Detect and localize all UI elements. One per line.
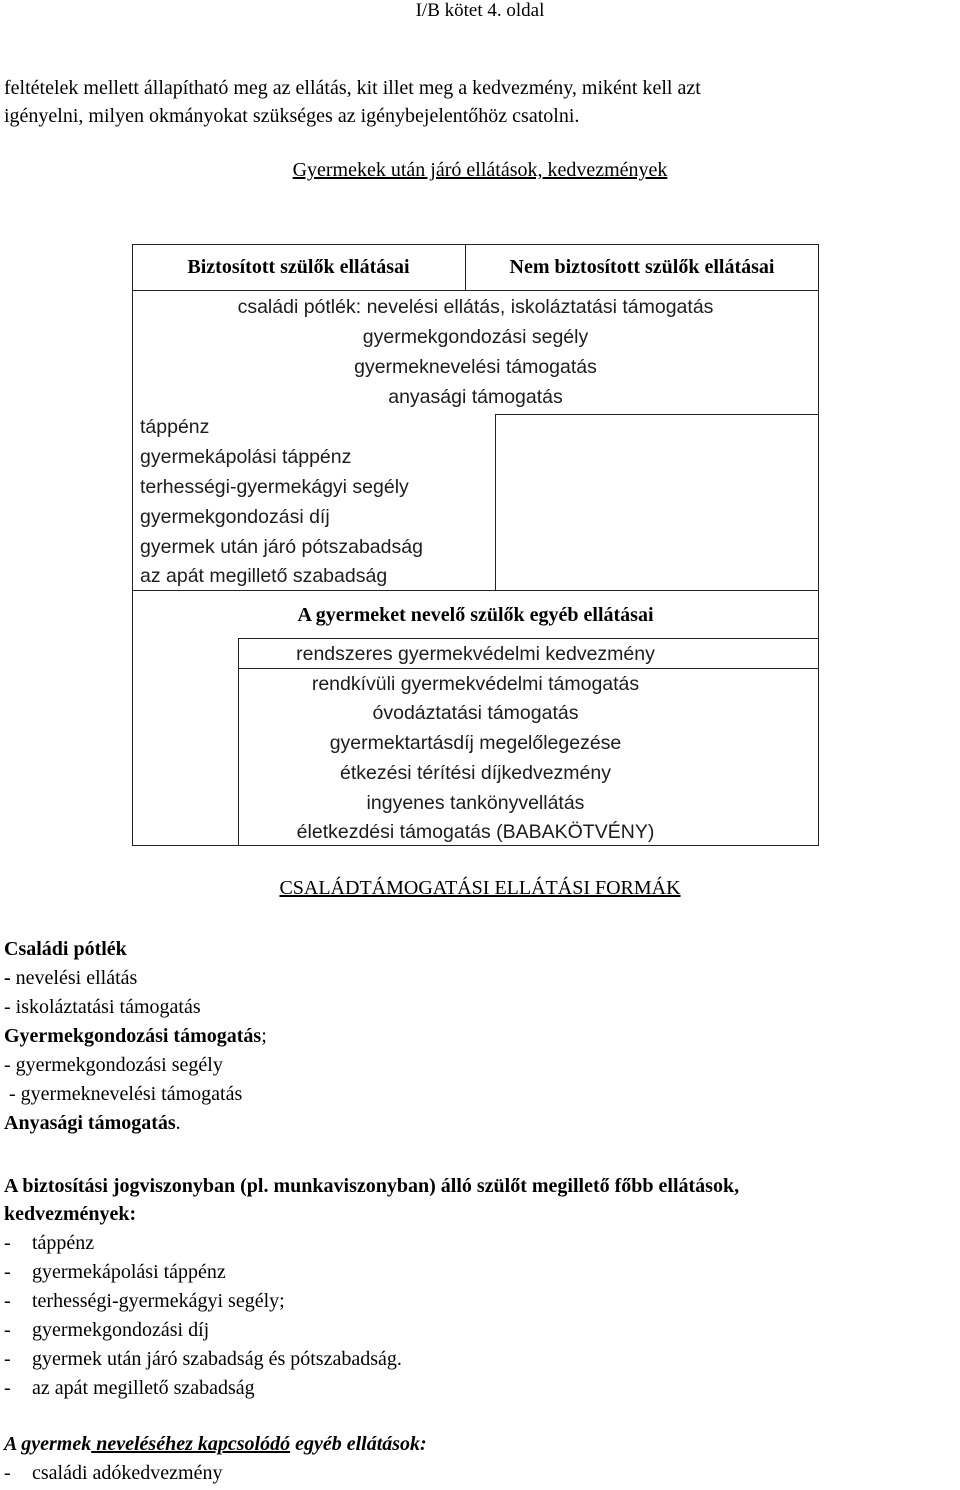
other-title-divider: [238, 638, 819, 639]
other-section-heading: [4, 1430, 427, 1458]
insured-list-item: gyermekgondozási díj: [32, 1319, 210, 1341]
other-item: gyermektartásdíj megelőlegezése: [329, 732, 622, 754]
other-item: óvodáztatási támogatás: [372, 702, 579, 724]
common-item: gyermeknevelési támogatás: [354, 356, 597, 378]
intro-line-2: igényelni, milyen okmányokat szükséges az igénybejelentőhöz csatolni.: [4, 105, 580, 127]
dash: -: [4, 967, 16, 989]
other-item: étkezési térítési díjkedvezmény: [340, 762, 611, 784]
insured-item: táppénz: [140, 416, 210, 438]
insured-item: terhességi-gyermekágyi segély: [140, 476, 409, 498]
fa-item-2: - iskoláztatási támogatás: [4, 996, 201, 1018]
common-item: gyermekgondozási segély: [362, 326, 589, 348]
other-benefits-title: A gyermeket nevelő szülők egyéb ellátásai: [297, 604, 654, 626]
forms-title: CSALÁDTÁMOGATÁSI ELLÁTÁSI FORMÁK: [279, 877, 681, 899]
insured-column-title: Biztosított szülők ellátásai: [187, 256, 410, 278]
insured-item: gyermek után járó pótszabadság: [140, 536, 423, 558]
insured-section-heading-2: kedvezmények:: [4, 1203, 137, 1225]
insured-block-top: [495, 414, 819, 415]
insured-list-item: az apát megillető szabadság: [32, 1377, 255, 1399]
insured-item: gyermekgondozási díj: [140, 506, 330, 528]
forms-list: [4, 935, 267, 1138]
other-item-divider: [238, 668, 819, 669]
insured-list-item: gyermekápolási táppénz: [32, 1261, 226, 1283]
uninsured-blank-area: [497, 416, 817, 588]
other-item: rendszeres gyermekvédelmi kedvezmény: [296, 643, 655, 665]
intro-line-1: feltételek mellett állapítható meg az ellátás, kit illet meg a kedvezmény, miként kell azt: [4, 77, 701, 99]
other-heading-part-2: neveléséhez kapcsolódó: [91, 1433, 291, 1455]
other-section-list: - családi adókedvezmény: [4, 1459, 222, 1488]
insured-block-bottom: [132, 590, 819, 591]
common-item: anyasági támogatás: [388, 386, 563, 408]
fa-item-1: nevelési ellátás: [15, 967, 138, 989]
insured-item: az apát megillető szabadság: [140, 565, 388, 587]
maternity-suffix: .: [175, 1112, 181, 1134]
insured-section-list: - táppénz - gyermekápolási táppénz - terhességi-gyermekágyi segély; - gyermekgondozási díj - gyermek után járó szabadság és pótszabadság. - az apát megillető szabadság: [4, 1229, 402, 1403]
childcare-support-heading: Gyermekgondozási támogatás: [4, 1025, 262, 1047]
other-heading-part-1: A gyermek: [4, 1433, 92, 1455]
maternity-heading: Anyasági támogatás: [4, 1112, 176, 1134]
page-header: I/B kötet 4. oldal: [415, 0, 545, 21]
other-item: életkezdési támogatás (BABAKÖTVÉNY): [296, 821, 655, 843]
insured-item: gyermekápolási táppénz: [140, 446, 352, 468]
diagram-title: Gyermekek után járó ellátások, kedvezmények: [292, 159, 668, 181]
header-divider: [132, 290, 819, 291]
other-heading-part-3: egyéb ellátások:: [290, 1433, 427, 1455]
other-list-item: családi adókedvezmény: [32, 1462, 223, 1484]
other-item: rendkívüli gyermekvédelmi támogatás: [311, 673, 640, 695]
cs-item-1: - gyermekgondozási segély: [4, 1054, 223, 1076]
childcare-suffix: ;: [261, 1025, 267, 1047]
cs-item-2: - gyermeknevelési támogatás: [4, 1083, 243, 1105]
common-item: családi pótlék: nevelési ellátás, iskoláztatási támogatás: [237, 296, 714, 318]
other-item: ingyenes tankönyvellátás: [366, 792, 585, 814]
uninsured-column-title: Nem biztosított szülők ellátásai: [509, 256, 775, 278]
insured-list-item: terhességi-gyermekágyi segély;: [32, 1290, 285, 1312]
insured-list-item: táppénz: [32, 1232, 95, 1254]
insured-list-item: gyermek után járó szabadság és pótszabadság.: [32, 1348, 402, 1370]
family-allowance-heading: Családi pótlék: [4, 938, 127, 960]
insured-section-heading-1: A biztosítási jogviszonyban (pl. munkaviszonyban) álló szülőt megillető főbb ellátások,: [4, 1175, 740, 1197]
insured-block-divider: [495, 414, 496, 590]
